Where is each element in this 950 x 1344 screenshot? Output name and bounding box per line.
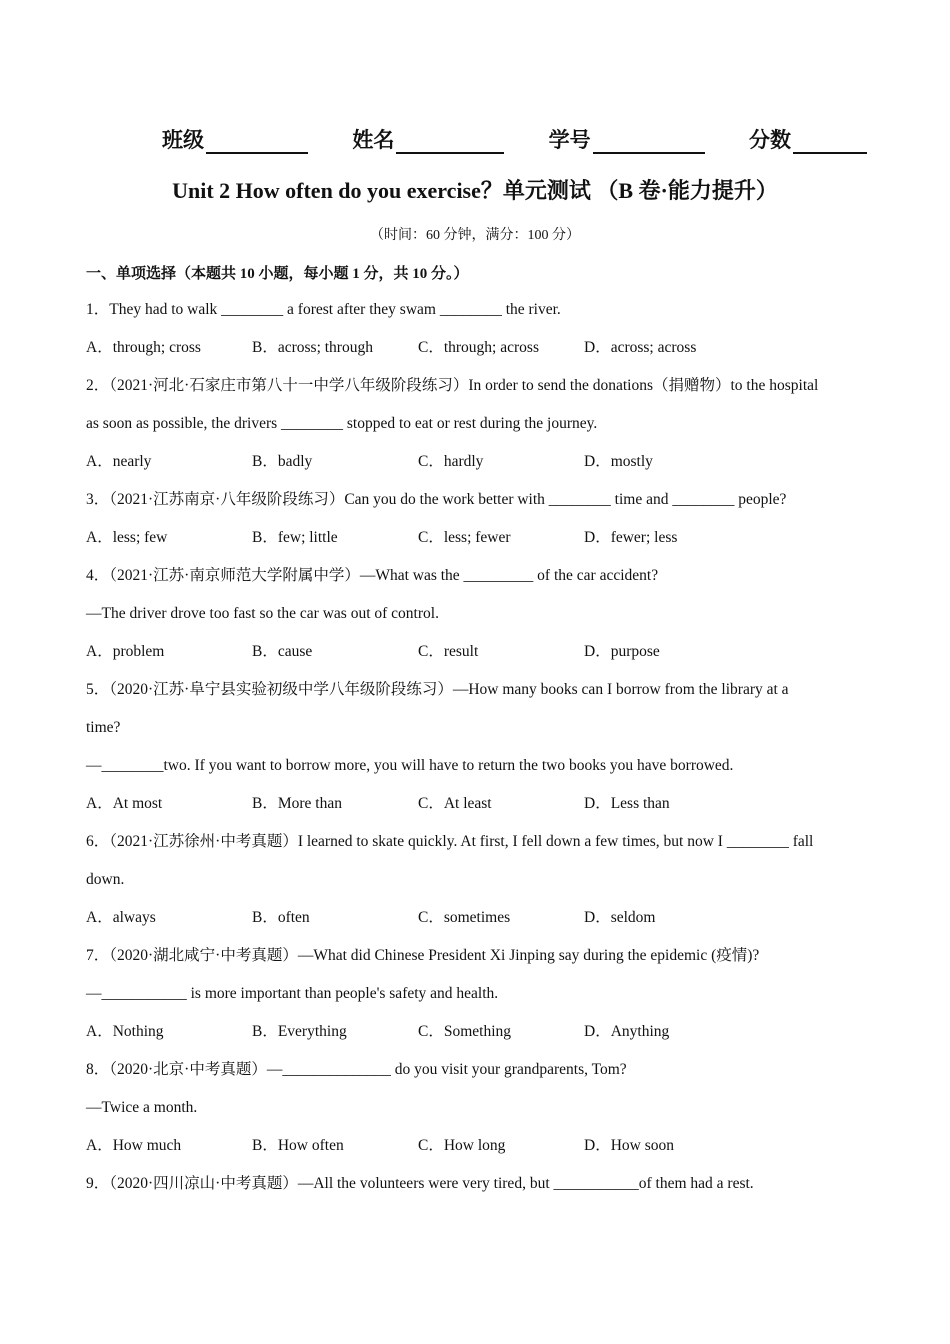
question-text: time?: [86, 719, 121, 736]
score-field: [749, 124, 867, 154]
exam-title: Unit 2 How often do you exercise？单元测试 （B 卷·能力提升）: [172, 178, 778, 203]
class-field: [162, 124, 308, 154]
question-text: 8．（2020·北京·中考真题）—______________ do you visit your grandparents, Tom?: [86, 1061, 627, 1078]
question: [86, 937, 876, 1051]
option-row: [86, 1013, 876, 1051]
option-c[interactable]: C．less; fewer: [418, 529, 511, 546]
student-number-field: [549, 124, 705, 154]
option-d[interactable]: D．purpose: [584, 643, 660, 660]
option-d[interactable]: D．fewer; less: [584, 529, 678, 546]
option-a[interactable]: A．through; cross: [86, 339, 201, 356]
option-b[interactable]: B．How often: [252, 1137, 344, 1154]
question-text: 2．（2021·河北·石家庄市第八十一中学八年级阶段练习）In order to send the donations（捐赠物）to the hospital: [86, 377, 819, 394]
option-c[interactable]: C．Something: [418, 1023, 512, 1040]
option-b[interactable]: B．few; little: [252, 529, 338, 546]
option-a[interactable]: A．How much: [86, 1137, 182, 1154]
student-number-blank[interactable]: [593, 130, 705, 154]
option-a[interactable]: A．nearly: [86, 453, 152, 470]
question-text: —Twice a month.: [86, 1099, 198, 1116]
class-blank[interactable]: [206, 130, 308, 154]
name-field: [352, 124, 504, 154]
option-d[interactable]: D．across; across: [584, 339, 697, 356]
question: [86, 671, 876, 823]
option-c[interactable]: C．How long: [418, 1137, 506, 1154]
class-label: 班级: [162, 128, 204, 152]
option-row: [86, 785, 876, 823]
question-text: —________two. If you want to borrow more, you will have to return the two books you have borrowed.: [86, 757, 734, 774]
question-text: 9．（2020·四川凉山·中考真题）—All the volunteers were very tired, but ___________of them had a rest.: [86, 1175, 754, 1192]
option-c[interactable]: C．sometimes: [418, 909, 511, 926]
option-d[interactable]: D．How soon: [584, 1137, 674, 1154]
option-row: [86, 443, 876, 481]
option-row: [86, 899, 876, 937]
student-info-header: [162, 124, 867, 154]
option-a[interactable]: A．less; few: [86, 529, 168, 546]
option-row: [86, 519, 876, 557]
question-text: 6．（2021·江苏徐州·中考真题）I learned to skate quickly. At first, I fell down a few times, but now I ________ fall: [86, 833, 814, 850]
option-a[interactable]: A．problem: [86, 643, 165, 660]
question-text: —The driver drove too fast so the car was out of control.: [86, 605, 439, 622]
question-text: 3．（2021·江苏南京·八年级阶段练习）Can you do the work better with ________ time and ________ people?: [86, 491, 787, 508]
question: [86, 823, 876, 937]
option-d[interactable]: D．mostly: [584, 453, 653, 470]
question-text: —___________ is more important than people's safety and health.: [86, 985, 499, 1002]
option-c[interactable]: C．hardly: [418, 453, 484, 470]
question: [86, 291, 876, 367]
option-d[interactable]: D．Anything: [584, 1023, 670, 1040]
question-list: [86, 291, 876, 1203]
option-b[interactable]: B．badly: [252, 453, 313, 470]
question-text: as soon as possible, the drivers ________ stopped to eat or rest during the journey.: [86, 415, 598, 432]
option-c[interactable]: C．through; across: [418, 339, 539, 356]
question: [86, 557, 876, 671]
option-b[interactable]: B．Everything: [252, 1023, 347, 1040]
question-text: 7．（2020·湖北咸宁·中考真题）—What did Chinese President Xi Jinping say during the epidemic (疫情)?: [86, 947, 760, 964]
option-b[interactable]: B．across; through: [252, 339, 373, 356]
option-b[interactable]: B．often: [252, 909, 310, 926]
option-row: [86, 1127, 876, 1165]
question-text: down.: [86, 871, 125, 888]
question-text: 1．They had to walk ________ a forest after they swam ________ the river.: [86, 301, 561, 318]
option-d[interactable]: D．seldom: [584, 909, 656, 926]
student-number-label: 学号: [548, 128, 591, 152]
option-c[interactable]: C．At least: [418, 795, 492, 812]
option-b[interactable]: B．More than: [252, 795, 342, 812]
question-text: 5．（2020·江苏·阜宁县实验初级中学八年级阶段练习）—How many books can I borrow from the library at a: [86, 681, 789, 698]
option-row: [86, 633, 876, 671]
question: [86, 1051, 876, 1165]
name-blank[interactable]: [396, 130, 504, 154]
question-text: 4．（2021·江苏·南京师范大学附属中学）—What was the _________ of the car accident?: [86, 567, 659, 584]
question: [86, 1165, 876, 1203]
option-a[interactable]: A．always: [86, 909, 156, 926]
option-row: [86, 329, 876, 367]
score-blank[interactable]: [793, 130, 867, 154]
option-c[interactable]: C．result: [418, 643, 479, 660]
name-label: 姓名: [352, 128, 395, 152]
option-b[interactable]: B．cause: [252, 643, 313, 660]
option-a[interactable]: A．At most: [86, 795, 163, 812]
question: [86, 367, 876, 481]
option-a[interactable]: A．Nothing: [86, 1023, 164, 1040]
exam-subtitle: （时间：60 分钟，满分：100 分）: [370, 228, 580, 243]
option-d[interactable]: D．Less than: [584, 795, 670, 812]
score-label: 分数: [748, 128, 791, 152]
question: [86, 481, 876, 557]
section-title: 一、单项选择（本题共 10 小题，每小题 1 分，共 10 分。）: [86, 266, 469, 282]
